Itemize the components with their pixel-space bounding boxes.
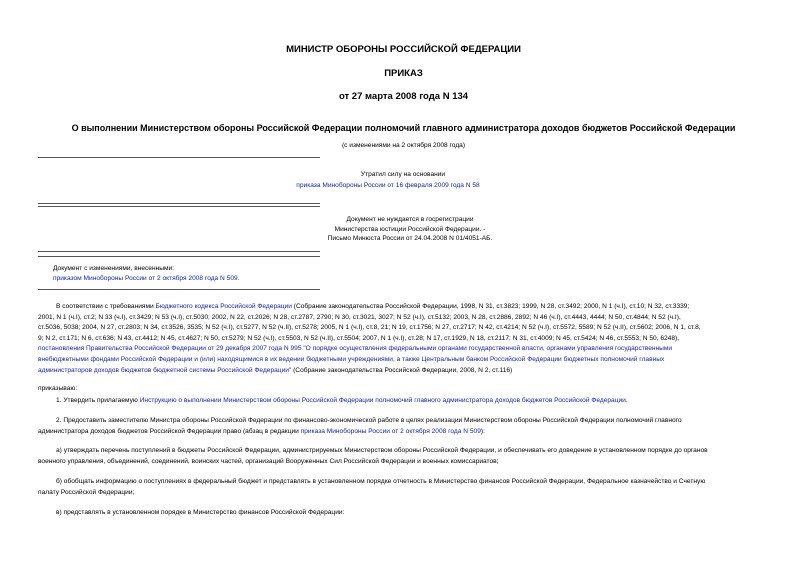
item-2-line: 2. Предоставить заместителю Министра обороны Российской Федерации по финансово-экономической работе в целях реализации Министерством обороны Российской Федерации полномочий главного [56, 417, 682, 424]
registration-line: Документ не нуждается в госрегистрации [346, 216, 474, 223]
government-decree-link[interactable]: внебюджетными фондами Российской Федерации и (или) находящимися в их ведении бюджетными учреждениями, а также Центральным банком Российской Федерации бюджетных полномочий главных [38, 355, 665, 363]
changes-note-text: Документ с изменениями, внесенными: [53, 265, 175, 272]
divider [38, 203, 320, 204]
changes-order-link[interactable]: приказом Минобороны России от 2 октября 2008 года N 509. [53, 274, 240, 282]
item-2b-line: палату Российской Федерации; [38, 488, 135, 496]
preamble-line: 2001, N 1 (ч.I), ст.2; N 33 (ч.I), ст.3429; N 53 (ч.I), ст.5030; 2002, N 22, ст.2026; N 28, ст.2787, 2790; N 30, ст.3021, 3027; N 52 (ч.I), ст.5132; 2003, N 28, ст.2886, 2892; N 46 (ч.I), ст.4443, 4444; N 50, ст.4844; N 52 (ч.I), [38, 313, 681, 321]
repeal-order-link[interactable]: приказа Минобороны России от 16 февраля 2009 года N 58 [296, 181, 480, 189]
ministry-heading: МИНИСТР ОБОРОНЫ РОССИЙСКОЙ ФЕДЕРАЦИИ [286, 44, 521, 55]
item-2a [38, 446, 768, 467]
item-2c-line: в) представлять в установленном порядке в Министерство финансов Российской Федерации: [56, 509, 345, 516]
item-2a-line: военного управления, объединений, соединений, воинских частей, организаций Вооруженных Сил Российской Федерации и военных комиссариатов; [38, 457, 499, 465]
divider [38, 256, 320, 257]
item-2 [38, 416, 768, 437]
divider [38, 251, 320, 252]
government-decree-link[interactable]: администраторов доходов бюджетов бюджетной системы Российской Федерации" [38, 366, 292, 374]
registration-note [300, 215, 520, 244]
item-2a-line: а) утверждать перечень поступлений в бюджеты Российской Федерации, администрируемых Министерством обороны Российской Федерации, и обеспечивать его доведение в установленном порядке до органов [56, 447, 708, 454]
order-word: приказываю: [38, 385, 78, 392]
budget-code-link[interactable]: Бюджетного кодекса Российской Федерации [155, 303, 292, 310]
item-1: 1. Утвердить прилагаемую Инструкцию о выполнении Министерством обороны Российской Федерации полномочий главного администратора доходов бюджетов Российской Федерации. [56, 397, 628, 404]
preamble-line: ст.5036, 5038; 2004, N 27, ст.2803; N 34, ст.3526, 3535; N 52 (ч.I), ст.5277, N 52 (ч.II), ст.5278; 2005, N 1 (ч.I), ст.8, 21; N 19, ст.1756; N 27, ст.2717; N 42, ст.4214; N 52 (ч.I), ст.5572, 5589; N 52 (ч.II), ст.5602; 2006, N 1, ст.8, [38, 324, 701, 332]
changes-note [53, 264, 240, 283]
amendment-order-link[interactable]: приказа Минобороны России от 2 октября 2008 года N 509 [300, 427, 481, 435]
instruction-link[interactable]: Инструкцию о выполнении Министерством обороны Российской Федерации полномочий главного администратора доходов бюджетов Российской Федерации [139, 397, 626, 404]
preamble-line: В соответствии с требованиями Бюджетного кодекса Российской Федерации (Собрание законодательства Российской Федерации, 1998, N 31, ст.3823; 1999, N 28, ст.3492; 2000, N 1 (ч.I), ст.10; N 32, ст.3339; [56, 303, 690, 310]
divider [38, 206, 320, 207]
preamble-line: 9; N 2, ст.171; N 6, ст.636; N 43, ст.4412; N 45, ст.4627; N 50, ст.5279; N 52 (ч.I), ст.5503, N 52 (ч.II), ст.5504; 2007, N 1 (ч.I), ст.28; N 17, ст.1929, N 18, ст.2117; N 31, ст.4009; N 45, ст.5424; N 46, ст.5553; N 50, 6248), [38, 334, 680, 342]
item-2b-line: б) обобщать информацию о поступлениях в федеральный бюджет и представлять в установленном порядке отчетность в Министерство финансов Российской Федерации, Федеральное казначейство и Счетную [56, 478, 706, 485]
revision-note: (с изменениями на 2 октября 2008 года) [341, 142, 466, 149]
preamble-line: администраторов доходов бюджетов бюджетной системы Российской Федерации" (Собрание законодательства Российской Федерации, 2008, N 2, ст.116) [38, 366, 513, 374]
government-decree-link[interactable]: постановления Правительства Российской Федерации от 29 декабря 2007 года N 995 "О порядке осуществления федеральными органами государственной власти, органами управления государственными [38, 345, 673, 353]
preamble-paragraph [38, 302, 768, 376]
repeal-note [296, 170, 483, 190]
item-2c [38, 508, 768, 519]
doc-type-heading: ПРИКАЗ [384, 68, 423, 79]
divider [38, 289, 320, 290]
registration-line: Письмо Минюста России от 24.04.2008 N 01/4051-АБ. [327, 235, 493, 243]
registration-line: Министерства юстиции Российской Федерации. - [334, 225, 486, 233]
item-2-line: администратора доходов бюджетов Российской Федерации право (абзац в редакции приказа Минобороны России от 2 октября 2008 года N 509): [38, 427, 485, 435]
divider [38, 157, 320, 158]
date-number-heading: от 27 марта 2008 года N 134 [338, 91, 469, 102]
repeal-note-text: Утратил силу на основании [360, 171, 446, 178]
document-title: О выполнении Министерством обороны Российской Федерации полномочий главного администратора доходов бюджетов Российской Федерации [71, 123, 736, 133]
item-2b [38, 477, 768, 498]
